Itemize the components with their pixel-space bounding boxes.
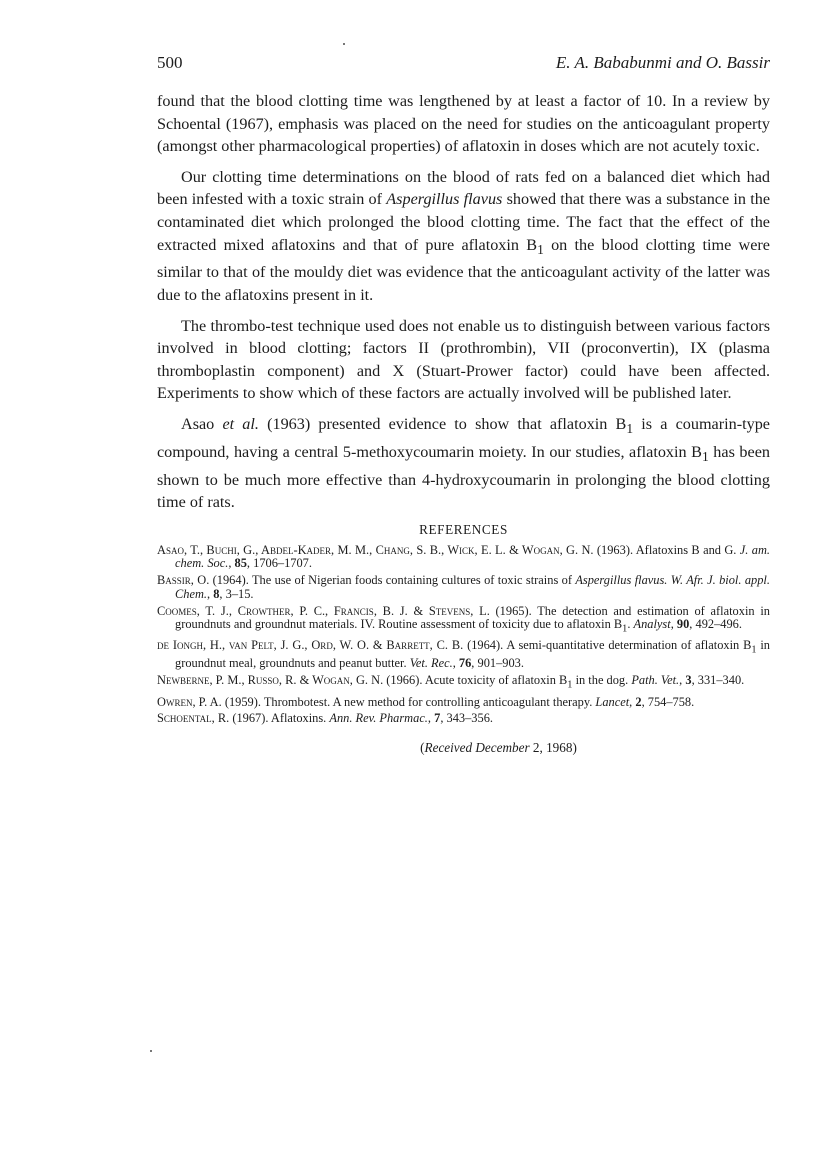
paragraph-1: found that the blood clotting time was lengthened by at least a factor of 10. In a review by Schoental (1967), emphasis was placed on the need for studies on the anticoagulant property (amongst other pharmacological properties) of aflatoxin in doses which are not acutely toxic. (157, 92, 770, 156)
text: Our clotting time determinations on the blood of rats fed on a balanced diet which had been infested with a toxic strain of (157, 167, 770, 209)
subscript: 1 (622, 623, 628, 635)
subscript: 1 (626, 421, 634, 437)
ref-journal: Analyst (633, 617, 671, 632)
ref-journal: Vet. Rec. (409, 656, 453, 671)
references-section (157, 522, 770, 756)
ref-sep: , (670, 617, 677, 632)
ref-volume: 90 (676, 617, 690, 632)
species-name: Aspergillus flavus (386, 190, 503, 209)
paragraph-3: The thrombo-test technique used does not enable us to distinguish between various factors involved in blood clotting; factors II (prothrombin), VII (proconvertin), IX (plasma thromboplastin component) and X (Stuart-Prower factor) could have been affected. Experiments to show which of these factors are actually involved will be published later. (157, 316, 770, 403)
ref-text: (1965). The detection and estimation of aflatoxin in groundnuts and groundnut materials. IV. Routine assessment of toxicity due to aflatoxin B (175, 603, 770, 632)
ref-text: (1959). Thrombotest. A new method for controlling anticoagulant therapy. (221, 694, 596, 709)
ref-pages: , 331–340. (691, 673, 745, 688)
page-number: 500 (157, 53, 183, 72)
body-text (157, 90, 770, 522)
running-head-authors: E. A. Bababunmi and O. Bassir (555, 53, 770, 72)
ref-species: Aspergillus flavus. (575, 573, 668, 588)
text: has been shown to be much more effective than 4-hydroxycoumarin in prolonging the blood clotting time of rats. (157, 442, 770, 512)
ref-sep: , (452, 656, 459, 671)
text: is a coumarin-type compound, having a central 5-methoxycoumarin moiety. In our studies, aflatoxin B (157, 414, 770, 461)
reference-item (157, 674, 770, 692)
ref-journal: Path. Vet. (631, 673, 680, 688)
scan-speck-top (343, 43, 345, 45)
text: showed that there was a substance in the contaminated diet which prolonged the blood clotting time. The fact that the effect of the extracted mixed aflatoxins and that of pure aflatoxin B (157, 190, 771, 254)
text: (1963) presented evidence to show that aflatoxin B (258, 414, 627, 433)
ref-authors: Asao, T., Buchi, G., Abdel-Kader, M. M., Chang, S. B., Wick, E. L. & Wogan, G. N. (157, 543, 594, 557)
ref-authors: Bassir, O. (157, 573, 210, 588)
scan-speck-bottom (150, 1050, 152, 1052)
ref-pages: , 754–758. (641, 694, 695, 709)
ref-journal: Ann. Rev. Pharmac. (329, 711, 428, 726)
ref-pages: , 3–15. (219, 586, 254, 601)
ref-authors: Schoental, R. (157, 711, 230, 726)
ref-journal: W. Afr. J. biol. appl. Chem. (175, 573, 770, 601)
paragraph-4 (157, 413, 770, 514)
ref-authors: Coomes, T. J., Crowther, P. C., Francis, B. J. & Stevens, L. (157, 603, 490, 618)
ref-sep: , (629, 694, 636, 709)
subscript: 1 (701, 449, 709, 465)
reference-item (157, 712, 770, 725)
ref-text: (1964). The use of Nigerian foods containing cultures of toxic strains of (209, 573, 576, 588)
reference-item (157, 639, 770, 670)
ref-text: in the dog. (572, 673, 632, 688)
ref-volume: 3 (685, 673, 692, 688)
ref-text: (1966). Acute toxicity of aflatoxin B (383, 673, 568, 688)
received-label: Received December (424, 739, 530, 755)
reference-item (157, 696, 770, 709)
ref-text: (1964). A semi-quantitative determination of aflatoxin B (463, 638, 752, 653)
received-date-value: 2, 1968) (529, 739, 577, 755)
et-al: et al. (222, 414, 259, 433)
page-header (157, 53, 770, 75)
ref-text: . (627, 617, 634, 632)
ref-volume: 76 (458, 656, 472, 671)
subscript: 1 (567, 679, 573, 691)
ref-text: (1963). Aflatoxins B and G. (593, 543, 740, 557)
ref-volume: 2 (635, 694, 642, 709)
paren: ( (420, 739, 425, 755)
ref-journal: Lancet (595, 694, 630, 709)
ref-pages: , 1706–1707. (246, 556, 312, 571)
reference-item (157, 544, 770, 571)
ref-volume: 8 (213, 586, 220, 601)
ref-journal: J. am. chem. Soc. (175, 543, 770, 571)
ref-pages: , 343–356. (440, 711, 493, 726)
ref-text: in groundnut meal, groundnuts and peanut butter. (175, 638, 771, 671)
reference-item (157, 605, 770, 636)
subscript: 1 (537, 241, 544, 257)
ref-sep: , (679, 673, 686, 688)
text: on the blood clotting time were similar to that of the mouldy diet was evidence that the anticoagulant activity of the latter was due to the aflatoxins present in it. (157, 235, 770, 304)
ref-volume: 7 (434, 711, 441, 726)
text: Asao (181, 414, 223, 433)
ref-sep: , (427, 711, 435, 726)
paragraph-2 (157, 166, 770, 307)
ref-authors: de Iongh, H., van Pelt, J. G., Ord, W. O. & Barrett, C. B. (157, 638, 464, 653)
ref-volume: 85 (234, 556, 247, 571)
ref-sep: , (207, 586, 214, 601)
ref-pages: , 901–903. (471, 656, 524, 671)
ref-pages: , 492–496. (689, 617, 742, 632)
ref-sep: , (228, 556, 235, 571)
ref-authors: Owren, P. A. (157, 694, 222, 709)
ref-authors: Newberne, P. M., Russo, R. & Wogan, G. N. (157, 673, 384, 688)
reference-item (157, 574, 770, 601)
received-date (157, 740, 770, 756)
subscript: 1 (751, 644, 757, 656)
references-heading: REFERENCES (419, 522, 508, 537)
ref-text: (1967). Aflatoxins. (229, 711, 330, 726)
